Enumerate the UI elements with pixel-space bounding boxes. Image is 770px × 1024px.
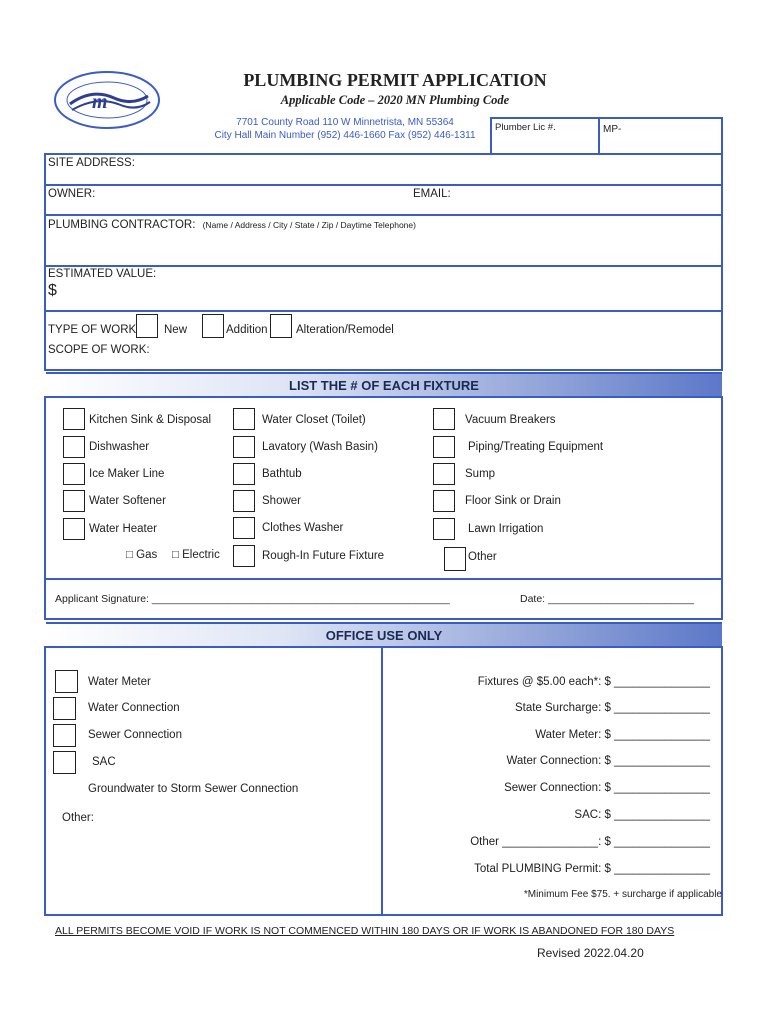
revised-date: Revised 2022.04.20 <box>537 946 644 960</box>
site-address-label: SITE ADDRESS: <box>48 157 135 169</box>
plumber-lic-label: Plumber Lic #. <box>495 122 556 133</box>
office-item-label: Water Meter <box>88 676 151 688</box>
type-addition-checkbox[interactable] <box>202 314 224 338</box>
water-heater-checkbox[interactable] <box>63 518 85 540</box>
city-address: 7701 County Road 110 W Minnetrista, MN 55364 <box>236 117 454 128</box>
applicant-signature-field[interactable]: Applicant Signature: ___________________________________________________ <box>55 593 450 605</box>
office-heading: OFFICE USE ONLY <box>325 628 443 643</box>
fixture-label: Piping/Treating Equipment <box>468 441 604 453</box>
water-meter-checkbox[interactable] <box>55 670 78 693</box>
fixture-label: Lavatory (Wash Basin) <box>262 441 378 453</box>
sump-checkbox[interactable] <box>433 463 455 485</box>
email-label: EMAIL: <box>413 188 451 200</box>
page-subtitle: Applicable Code – 2020 MN Plumbing Code <box>280 93 510 107</box>
svg-text:m: m <box>92 91 108 113</box>
fee-line[interactable]: State Surcharge: $ _______________ <box>514 702 710 714</box>
lawn-irrigation-checkbox[interactable] <box>433 518 455 540</box>
type-alteration-label: Alteration/Remodel <box>296 324 394 336</box>
type-addition-label: Addition <box>226 324 268 336</box>
water-softener-checkbox[interactable] <box>63 490 85 512</box>
piping-checkbox[interactable] <box>433 436 455 458</box>
fee-line[interactable]: Water Meter: $ _______________ <box>535 729 710 741</box>
fixture-heading: LIST THE # OF EACH FIXTURE <box>289 378 479 393</box>
min-fee-note: *Minimum Fee $75. + surcharge if applicable <box>523 889 722 900</box>
bathtub-checkbox[interactable] <box>233 463 255 485</box>
dollar-sign: $ <box>48 282 57 299</box>
mp-label: MP- <box>603 124 622 135</box>
sac-checkbox[interactable] <box>53 751 76 774</box>
shower-checkbox[interactable] <box>233 490 255 512</box>
office-heading-band <box>46 622 722 648</box>
fixture-label: Clothes Washer <box>262 522 344 534</box>
vacuum-breakers-checkbox[interactable] <box>433 408 455 430</box>
fixture-label: Other <box>468 551 497 563</box>
fixture-label: Shower <box>262 495 301 507</box>
office-item-label: Sewer Connection <box>88 729 182 741</box>
office-item-label: SAC <box>92 756 116 768</box>
clothes-washer-checkbox[interactable] <box>233 517 255 539</box>
contractor-label-text: PLUMBING CONTRACTOR: <box>48 219 196 231</box>
office-item-label: Water Connection <box>88 702 180 714</box>
void-notice: ALL PERMITS BECOME VOID IF WORK IS NOT COMMENCED WITHIN 180 DAYS OR IF WORK IS ABANDONED FOR 180 DAYS <box>55 925 675 937</box>
kitchen-sink-checkbox[interactable] <box>63 408 85 430</box>
fixture-heading-band <box>46 372 722 398</box>
fixture-label: Bathtub <box>262 468 302 480</box>
other-fixture-checkbox[interactable] <box>444 547 466 571</box>
fee-line[interactable]: Other _______________: $ _______________ <box>470 836 710 848</box>
type-of-work-label: TYPE OF WORK <box>48 324 137 336</box>
fee-line[interactable]: Total PLUMBING Permit: $ _______________ <box>474 863 710 875</box>
electric-option[interactable]: □ Electric <box>172 549 220 561</box>
ice-maker-checkbox[interactable] <box>63 463 85 485</box>
fixture-label: Sump <box>465 468 496 480</box>
fixture-label: Water Heater <box>89 523 157 535</box>
fixture-label: Ice Maker Line <box>89 468 165 480</box>
fixture-label: Water Closet (Toilet) <box>262 414 366 426</box>
date-field[interactable]: Date: _________________________ <box>520 593 695 605</box>
fee-line[interactable]: Water Connection: $ _______________ <box>506 755 710 767</box>
fixture-label: Floor Sink or Drain <box>465 495 561 507</box>
fixture-label: Dishwasher <box>89 441 150 453</box>
groundwater-label: Groundwater to Storm Sewer Connection <box>88 783 299 795</box>
mp-field[interactable] <box>598 117 723 155</box>
fee-line[interactable]: Sewer Connection: $ _______________ <box>504 782 710 794</box>
owner-label: OWNER: <box>48 188 96 200</box>
fee-line[interactable]: Fixtures @ $5.00 each*: $ _______________ <box>477 676 710 688</box>
dishwasher-checkbox[interactable] <box>63 436 85 458</box>
rough-in-checkbox[interactable] <box>233 545 255 567</box>
fixture-label: Kitchen Sink & Disposal <box>89 414 212 426</box>
contractor-hint: (Name / Address / City / State / Zip / Daytime Telephone) <box>202 220 416 230</box>
type-new-checkbox[interactable] <box>136 314 158 338</box>
estimated-value-label: ESTIMATED VALUE: <box>48 268 157 280</box>
page-title: PLUMBING PERMIT APPLICATION <box>243 70 547 90</box>
contractor-label <box>48 219 416 231</box>
water-connection-checkbox[interactable] <box>53 697 76 720</box>
type-new-label: New <box>164 324 188 336</box>
sewer-connection-checkbox[interactable] <box>53 724 76 747</box>
fee-line[interactable]: SAC: $ _______________ <box>574 809 710 821</box>
city-phone: City Hall Main Number (952) 446-1660 Fax (952) 446-1311 <box>214 130 476 141</box>
fixture-label: Water Softener <box>89 495 166 507</box>
fixture-label: Rough-In Future Fixture <box>262 550 385 562</box>
city-logo <box>52 70 162 130</box>
fixture-label: Lawn Irrigation <box>468 523 544 535</box>
scope-label: SCOPE OF WORK: <box>48 344 150 356</box>
office-other-label: Other: <box>62 812 94 824</box>
fixture-label: Vacuum Breakers <box>465 414 556 426</box>
type-alteration-checkbox[interactable] <box>270 314 292 338</box>
gas-option[interactable]: □ Gas <box>126 549 158 561</box>
floor-sink-checkbox[interactable] <box>433 490 455 512</box>
lavatory-checkbox[interactable] <box>233 436 255 458</box>
water-closet-checkbox[interactable] <box>233 408 255 430</box>
plumber-lic-field[interactable] <box>490 117 600 155</box>
